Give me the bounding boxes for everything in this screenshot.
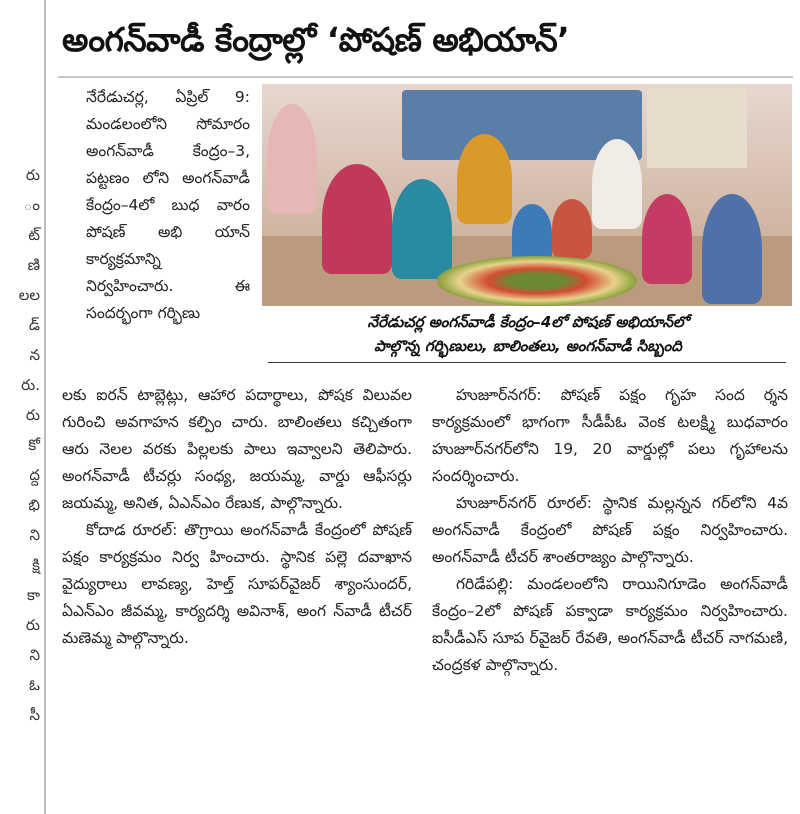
previous-column-fragment: రు. — [21, 376, 40, 394]
column-divider — [44, 0, 46, 814]
article-intro-top: నేరేడుచర్ల, ఏప్రిల్ 9: మండలంలోని సోమారం అంగన్‌వాడీ కేంద్రం–3, పట్టణం లోని అంగన్‌వాడీ కేంద్రం–4లో బుధ వారం పోషణ్ అభి యాన్ కార్యక్రమాన్ని నిర్వహించారు. ఈ సందర్భంగా గర్భిణు — [86, 88, 250, 322]
headline-divider — [58, 76, 793, 78]
photo-person — [642, 194, 692, 284]
previous-column-fragment: ని — [29, 646, 40, 664]
photo-person — [267, 104, 317, 214]
photo-person — [552, 199, 592, 259]
previous-column-fragment: సీ — [29, 706, 40, 724]
article-right-column — [432, 382, 788, 679]
photo-person — [322, 164, 392, 274]
previous-column-fragment: క్షి — [32, 556, 40, 574]
article-left-column — [62, 382, 412, 652]
previous-column-fragment: భి — [28, 496, 40, 514]
previous-column-fragment: న — [29, 346, 40, 364]
previous-column-fragment: ని — [29, 526, 40, 544]
photo-rangoli — [437, 256, 637, 306]
caption-underline — [268, 362, 786, 363]
previous-column-fragment: కో — [28, 436, 40, 454]
photo-person — [457, 134, 512, 224]
previous-column-fragment: రు — [25, 406, 40, 424]
article-kodada-paragraph: కోదాడ రూరల్: తొగ్రాయి అంగన్‌వాడీ కేంద్రంలో పోషణ్ పక్షం కార్యక్రమం నిర్వ హించారు. స్థానిక పల్లె దవాఖాన వైద్యురాలు లావణ్య, హెల్త్ సూపర్‌వైజర్ శ్యాంసుందర్, ఏఎన్ఎం జీవమ్మ, కార్యదర్శి అవినాశ్, అంగ న్‌వాడీ టీచర్ మణెమ్మ పాల్గొన్నారు. — [62, 521, 412, 647]
previous-column-fragment: కా — [26, 586, 40, 604]
previous-column-fragment: డ్ — [28, 316, 40, 334]
article-intro-continued: లకు ఐరన్ టాబ్లెట్లు, ఆహార పదార్థాలు, పోషక విలువల గురించి అవగాహన కల్పిం చారు. బాలింతలు కచ్చితంగా ఆరు నెలల వరకు పిల్లలకు పాలు ఇవ్వాలని తెలిపారు. అంగన్‌వాడీ టీచర్లు సంధ్య, జయమ్మ, వార్డు ఆఫీసర్లు జయమ్మ, అనిత, ఏఎన్ఎం రేణుక, పాల్గొన్నారు. — [62, 386, 412, 512]
article-garidepalli-paragraph: గరిడేపల్లి: మండలంలోని రాయినిగూడెం అంగన్‌వాడీ కేంద్రం–2లో పోషణ్ పక్వాడా కార్యక్రమం నిర్వహించారు. ఐసీడీఎస్ సూప ర్‌వైజర్ రేవతి, అంగన్‌వాడీ టీచర్ నాగమణి, చంద్రకళ పాల్గొన్నారు. — [432, 575, 788, 674]
caption-line-2: పాల్గొన్న గర్భిణులు, బాలింతలు, అంగన్‌వాడీ సిబ్బంది — [374, 337, 682, 355]
previous-column-fragment: ట్ — [28, 226, 40, 244]
photo-person — [592, 139, 642, 229]
photo-person — [512, 204, 552, 264]
article-photo — [262, 84, 792, 306]
previous-column-fragment: రు — [25, 616, 40, 634]
caption-line-1: నేరేడుచర్ల అంగన్‌వాడీ కేంద్రం–4లో పోషణ్ అభియాన్‌లో — [367, 313, 689, 331]
photo-person — [702, 194, 762, 304]
article-headline: అంగన్‌వాడీ కేంద్రాల్లో ‘పోషణ్ అభియాన్’ — [62, 20, 570, 59]
previous-column-fragment: లల — [18, 286, 40, 304]
photo-caption — [268, 310, 788, 358]
photo-poster — [647, 88, 747, 168]
article-huzurnagar-paragraph: హుజూర్‌నగర్: పోషణ్ పక్షం గృహ సంద ర్శన కార్యక్రమంలో భాగంగా సీడీపీఓ వెంక టలక్ష్మి బుధవారం హుజూర్‌నగర్‌లోని 19, 20 వార్డుల్లో పలు గృహాలను సందర్శించారు. — [432, 386, 788, 485]
previous-article-column — [0, 0, 44, 814]
previous-column-fragment: రు — [25, 166, 40, 184]
previous-column-fragment: ం — [23, 196, 40, 214]
previous-column-fragment: ఓ — [29, 676, 40, 694]
photo-person — [392, 179, 452, 279]
previous-column-fragment: ద్ద — [29, 466, 40, 484]
article-huzurnagar-rural-paragraph: హుజూర్‌నగర్ రూరల్: స్థానిక మల్లన్నన గర్‌లోని 4వ అంగన్‌వాడీ కేంద్రంలో పోషణ్ పక్షం నిర్వహించారు. అంగన్‌వాడీ టీచర్ శాంతరాజ్యం పాల్గొన్నారు. — [432, 494, 788, 566]
previous-column-fragment: ణి — [27, 256, 40, 274]
